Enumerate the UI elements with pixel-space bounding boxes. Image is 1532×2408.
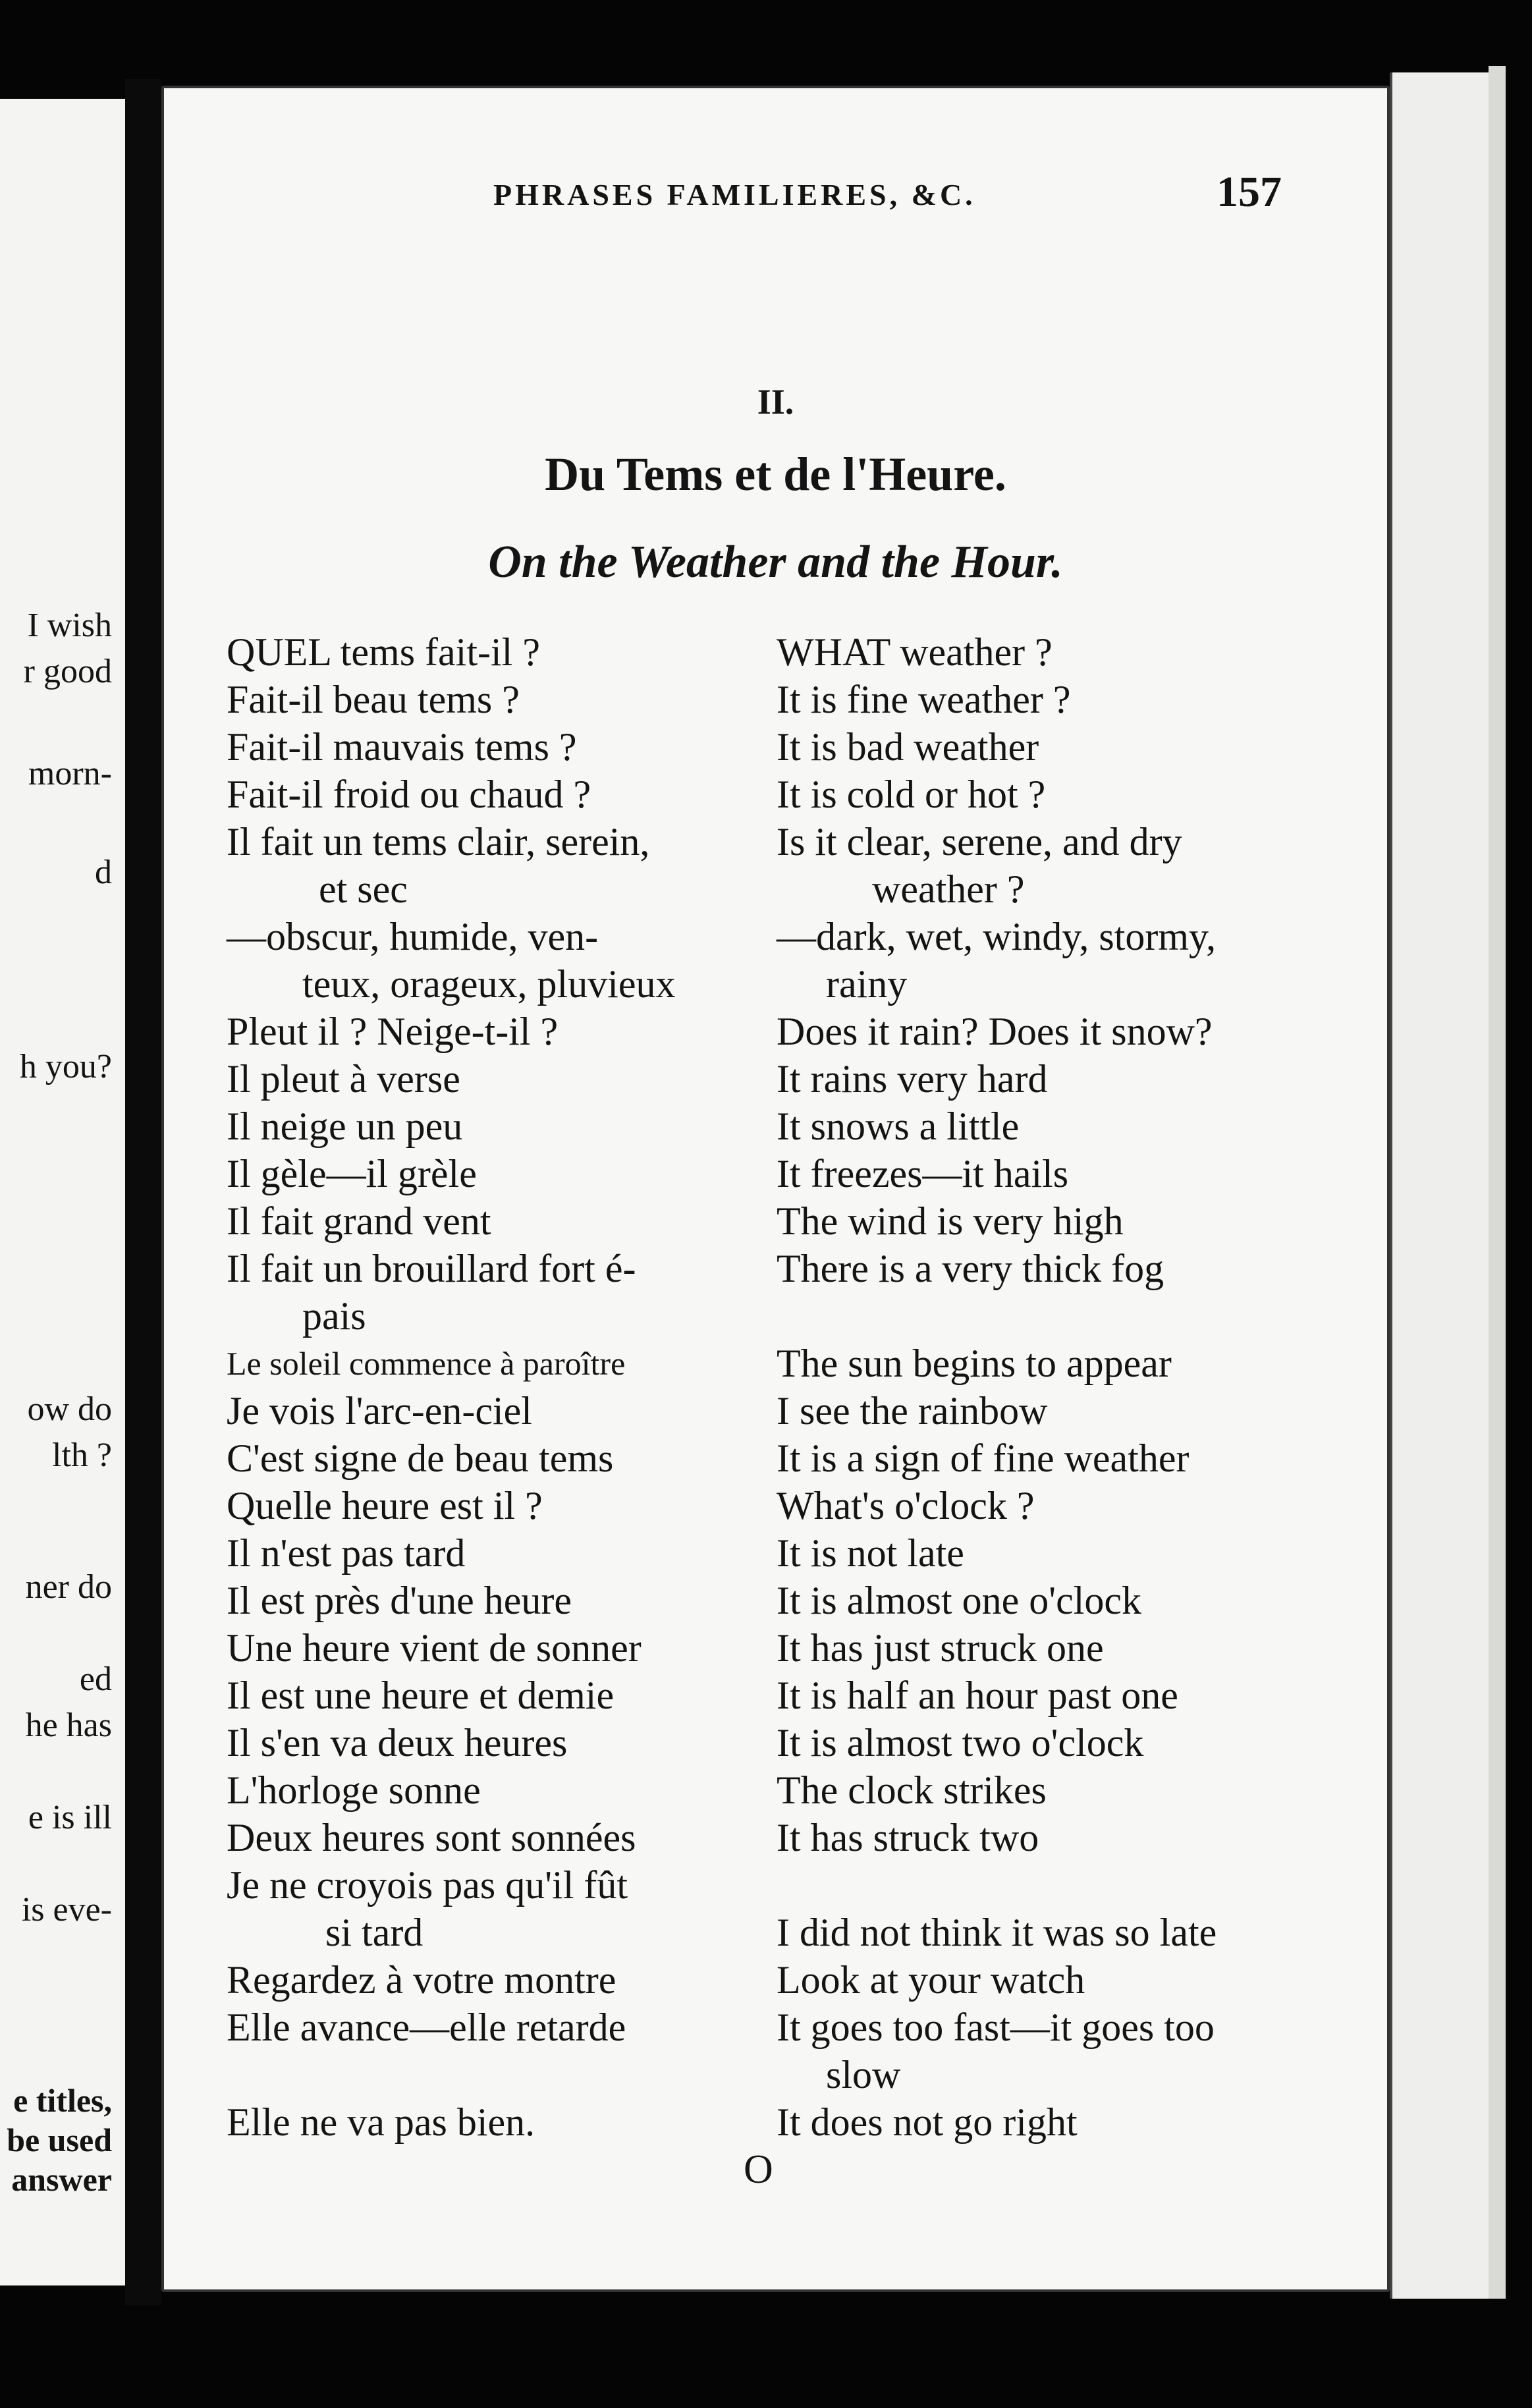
phrase-row (164, 1435, 1387, 1482)
left-fragment: r good (23, 653, 112, 690)
english-phrase: It rains very hard (777, 1057, 1048, 1101)
english-phrase: WHAT weather ? (777, 630, 1053, 674)
section-title-english: On the Weather and the Hour. (488, 537, 1063, 588)
phrase-row (164, 1008, 1387, 1055)
french-phrase: L'horloge sonne (227, 1768, 481, 1812)
phrase-row (164, 2004, 1387, 2051)
section-title-french: Du Tems et de l'Heure. (545, 448, 1006, 501)
english-phrase: It is half an hour past one (777, 1674, 1178, 1717)
english-phrase: There is a very thick fog (777, 1247, 1164, 1290)
french-phrase: Le soleil commence à paroître (227, 1345, 626, 1382)
left-fragment: morn- (28, 755, 112, 792)
english-phrase: The wind is very high (777, 1199, 1124, 1243)
phrase-row (164, 1340, 1387, 1387)
phrase-row (164, 1861, 1387, 1909)
french-phrase: Il fait un brouillard fort é- (227, 1247, 636, 1290)
french-phrase: Il fait grand vent (227, 1199, 491, 1243)
french-phrase: Il est près d'une heure (227, 1579, 572, 1622)
phrase-row (164, 1103, 1387, 1150)
phrase-row (164, 1529, 1387, 1577)
english-phrase: Does it rain? Does it snow? (777, 1010, 1213, 1053)
phrase-row (164, 1245, 1387, 1292)
english-phrase: It freezes—it hails (777, 1152, 1069, 1195)
phrase-row (164, 1766, 1387, 1814)
phrase-row (164, 1672, 1387, 1719)
english-phrase: Look at your watch (777, 1958, 1085, 2002)
left-fragment: ed (79, 1660, 112, 1698)
french-phrase: pais (302, 1294, 366, 1338)
left-fragment: d (95, 854, 112, 891)
english-phrase: The clock strikes (777, 1768, 1047, 1812)
phrase-row (164, 771, 1387, 818)
english-phrase: It is a sign of fine weather (777, 1437, 1190, 1480)
french-phrase: QUEL tems fait-il ? (227, 630, 540, 674)
french-phrase: Quelle heure est il ? (227, 1484, 543, 1527)
french-phrase: et sec (319, 867, 408, 911)
english-phrase: It snows a little (777, 1105, 1020, 1148)
phrase-row (164, 1197, 1387, 1245)
left-fragment: e is ill (28, 1799, 112, 1836)
french-phrase: Fait-il beau tems ? (227, 678, 520, 721)
phrase-row (164, 628, 1387, 676)
french-phrase: Pleut il ? Neige-t-il ? (227, 1010, 559, 1053)
section-number: II. (757, 382, 794, 422)
french-phrase: teux, orageux, pluvieux (302, 962, 676, 1006)
phrase-row (164, 1719, 1387, 1766)
phrase-row (164, 1909, 1387, 1956)
french-phrase: Il n'est pas tard (227, 1531, 466, 1575)
french-phrase: Une heure vient de sonner (227, 1626, 642, 1670)
french-phrase: Deux heures sont sonnées (227, 1816, 636, 1859)
phrase-row (164, 1624, 1387, 1672)
french-phrase: Elle ne va pas bien. (227, 2100, 535, 2144)
left-fragment: is eve- (21, 1891, 112, 1929)
french-phrase: Regardez à votre montre (227, 1958, 616, 2002)
english-phrase: —dark, wet, windy, stormy, (777, 915, 1217, 958)
english-phrase: It is not late (777, 1531, 964, 1575)
phrase-row (164, 865, 1387, 913)
phrase-row (164, 1482, 1387, 1529)
left-fragment: ow do (27, 1390, 112, 1428)
french-phrase: Il gèle—il grèle (227, 1152, 477, 1195)
english-phrase: It is bad weather (777, 725, 1039, 769)
french-phrase: Il neige un peu (227, 1105, 463, 1148)
left-fragment: I wish (27, 607, 112, 644)
phrase-row (164, 1956, 1387, 2004)
english-phrase: It is almost one o'clock (777, 1579, 1142, 1622)
english-phrase: The sun begins to appear (777, 1342, 1172, 1385)
french-phrase: Je ne croyois pas qu'il fût (227, 1863, 628, 1907)
running-header: PHRASES FAMILIERES, &C. (493, 178, 976, 211)
english-phrase: It goes too fast—it goes too (777, 2006, 1215, 2049)
left-fragment: h you? (19, 1048, 112, 1085)
left-fragment: e titles, (13, 2082, 112, 2119)
page-edge (1390, 72, 1491, 2299)
french-phrase: Je vois l'arc-en-ciel (227, 1389, 532, 1433)
phrase-row (164, 2051, 1387, 2098)
left-fragment: ner do (25, 1568, 112, 1606)
phrase-row (164, 676, 1387, 723)
french-phrase: Il s'en va deux heures (227, 1721, 568, 1765)
phrase-row (164, 1292, 1387, 1340)
english-phrase: I did not think it was so late (777, 1911, 1217, 1954)
left-fragment: answer (11, 2161, 112, 2198)
english-phrase: Is it clear, serene, and dry (777, 820, 1182, 863)
french-phrase: Il fait un tems clair, serein, (227, 820, 650, 863)
phrase-row (164, 1055, 1387, 1103)
english-phrase: It is cold or hot ? (777, 773, 1046, 816)
french-phrase: Fait-il froid ou chaud ? (227, 773, 591, 816)
french-phrase: Fait-il mauvais tems ? (227, 725, 577, 769)
english-phrase: I see the rainbow (777, 1389, 1048, 1433)
english-phrase: It is almost two o'clock (777, 1721, 1144, 1765)
english-phrase: rainy (826, 962, 908, 1006)
left-fragment: he has (25, 1707, 112, 1744)
french-phrase: Il est une heure et demie (227, 1674, 615, 1717)
signature-mark: O (744, 2147, 773, 2192)
english-phrase: What's o'clock ? (777, 1484, 1035, 1527)
phrase-row (164, 1577, 1387, 1624)
english-phrase: slow (826, 2053, 901, 2096)
phrase-row (164, 1150, 1387, 1197)
phrase-row (164, 1387, 1387, 1435)
phrase-row (164, 913, 1387, 960)
book-gutter (125, 79, 161, 2305)
english-phrase: weather ? (872, 867, 1025, 911)
french-phrase: Elle avance—elle retarde (227, 2006, 626, 2049)
french-phrase: Il pleut à verse (227, 1057, 460, 1101)
phrase-row (164, 960, 1387, 1008)
page-number: 157 (1217, 168, 1282, 216)
french-phrase: C'est signe de beau tems (227, 1437, 614, 1480)
phrase-row (164, 723, 1387, 771)
french-phrase: si tard (325, 1911, 424, 1954)
page-edge-outer (1489, 66, 1506, 2299)
left-fragment: lth ? (52, 1437, 112, 1474)
french-phrase: —obscur, humide, ven- (227, 915, 599, 958)
phrase-row (164, 818, 1387, 865)
previous-page-strip (0, 99, 129, 2285)
english-phrase: It does not go right (777, 2100, 1078, 2144)
english-phrase: It has struck two (777, 1816, 1039, 1859)
phrase-row (164, 1814, 1387, 1861)
english-phrase: It is fine weather ? (777, 678, 1071, 721)
english-phrase: It has just struck one (777, 1626, 1104, 1670)
book-page (161, 86, 1390, 2292)
left-fragment: be used (7, 2121, 112, 2158)
phrase-row (164, 2098, 1387, 2146)
